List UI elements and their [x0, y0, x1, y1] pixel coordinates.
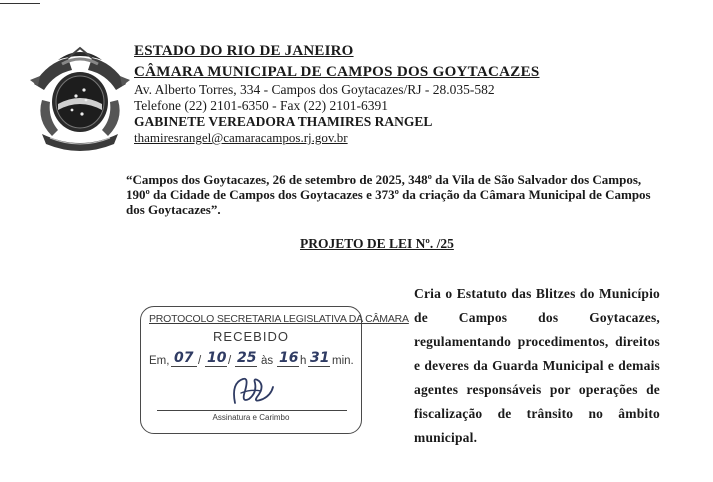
protocol-stamp	[140, 306, 409, 434]
address-line: Av. Alberto Torres, 334 - Campos dos Goytacazes/RJ - 28.035-582	[134, 82, 495, 97]
state-name: ESTADO DO RIO DE JANEIRO	[134, 43, 354, 59]
signature-caption: Assinatura e Carimbo	[212, 413, 290, 422]
top-edge-line	[0, 3, 40, 4]
stamp-title: PROTOCOLO SECRETARIA LEGISLATIVA DA CÂMARA	[149, 313, 409, 325]
stamp-as-label: às	[261, 355, 274, 367]
dateline-paragraph: “Campos dos Goytacazes, 26 de setembro de 2025, 348º da Vila de São Salvador dos Campos, 190º da Cidade de Campos dos Goytacazes e 373º da criação da Câmara Municipal de Campos dos Goytacazes”.	[126, 172, 651, 217]
stamp-received-label: RECEBIDO	[213, 329, 289, 344]
signature-line	[157, 410, 347, 411]
chamber-name: CÂMARA MUNICIPAL DE CAMPOS DOS GOYTACAZES	[134, 64, 540, 80]
stamp-h-label: h	[300, 355, 307, 367]
stamp-month: 10	[207, 350, 227, 366]
stamp-minute: 31	[310, 350, 330, 366]
stamp-min-label: min.	[332, 355, 354, 367]
stamp-hour: 16	[279, 350, 299, 366]
stamp-em-label: Em,	[149, 355, 170, 367]
cabinet-name: GABINETE VEREADORA THAMIRES RANGEL	[134, 114, 433, 129]
handwritten-signature	[227, 373, 281, 411]
bill-summary: Cria o Estatuto das Blitzes do Município de Campos dos Goytacazes, regulamentando procedimentos, direitos e deveres da Guarda Municipal e demais agentes responsáveis por operações de fiscalização de trânsito no âmbito municipal.	[414, 286, 660, 445]
phone-line: Telefone (22) 2101-6350 - Fax (22) 2101-6391	[134, 98, 388, 113]
letterhead	[134, 42, 694, 146]
bill-title: PROJETO DE LEI Nº. /25	[300, 236, 454, 251]
stamp-day: 07	[174, 350, 194, 366]
stamp-datetime-row: Em, 07 / 10 / 25 às 16 h 31 min.	[149, 350, 354, 367]
municipal-coat-of-arms-icon	[28, 40, 132, 152]
stamp-year: 25	[237, 350, 257, 366]
email-link[interactable]: thamiresrangel@camaracampos.rj.gov.br	[134, 130, 348, 145]
